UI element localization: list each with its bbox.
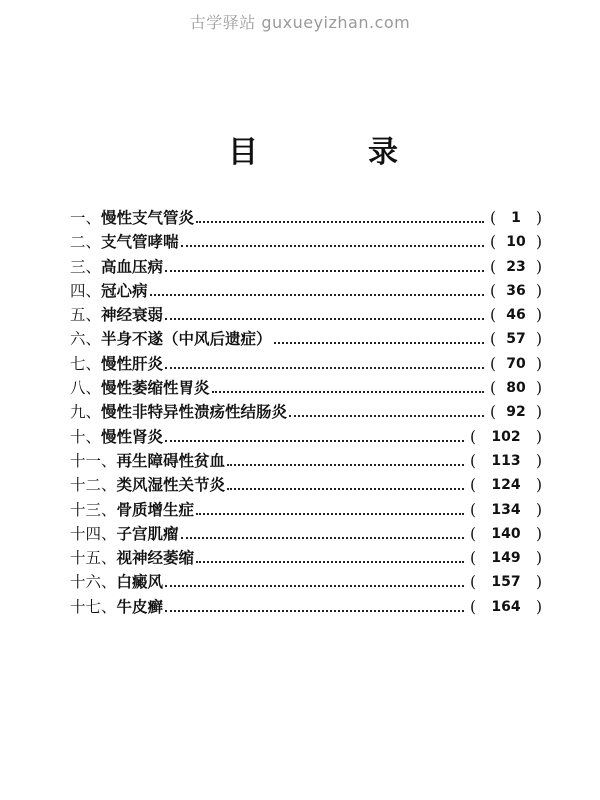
toc-page-number: 23 bbox=[506, 258, 526, 275]
toc-entry-number: 八、 bbox=[70, 379, 102, 398]
toc-entry[interactable] bbox=[70, 376, 542, 400]
toc-dot-leader bbox=[196, 561, 464, 563]
toc-page-number: 102 bbox=[491, 428, 521, 445]
toc-entry[interactable] bbox=[70, 425, 542, 449]
toc-entry-page: ( 102 ) bbox=[470, 425, 542, 449]
toc-entry-number: 十二、 bbox=[70, 476, 117, 495]
toc-entry-number: 九、 bbox=[70, 403, 102, 422]
toc-entry-number: 四、 bbox=[70, 281, 102, 300]
toc-entry-page: ( 124 ) bbox=[470, 473, 542, 497]
page-title-char-1: 目 bbox=[228, 135, 258, 170]
toc-entry-title: 慢性肾炎 bbox=[101, 426, 164, 446]
watermark-text: 古学驿站 guxueyizhan.com bbox=[189, 13, 411, 32]
toc-entry-page: ( 149 ) bbox=[470, 546, 542, 570]
toc-page-number: 92 bbox=[506, 404, 526, 421]
toc-entry[interactable] bbox=[70, 400, 542, 424]
toc-entry-page: ( 1 ) bbox=[490, 206, 542, 230]
toc-entry[interactable] bbox=[70, 352, 542, 376]
toc-entry-title: 高血压病 bbox=[101, 256, 164, 276]
toc-entry-number: 十四、 bbox=[70, 524, 117, 543]
toc-entry-title: 视神经萎缩 bbox=[116, 548, 195, 568]
toc-entry[interactable] bbox=[70, 595, 542, 619]
toc-dot-leader bbox=[196, 513, 464, 515]
toc-page-number: 149 bbox=[491, 550, 521, 567]
page-title bbox=[228, 133, 398, 173]
toc-entry-title: 类风湿性关节炎 bbox=[116, 475, 226, 495]
page-title-char-2: 录 bbox=[368, 135, 398, 170]
toc-page-number: 80 bbox=[506, 380, 526, 397]
toc-dot-leader bbox=[165, 318, 484, 320]
toc-dot-leader bbox=[165, 367, 484, 369]
toc-entry-number: 十三、 bbox=[70, 500, 117, 519]
toc-entry-number: 五、 bbox=[70, 306, 102, 325]
toc-page-number: 70 bbox=[506, 355, 526, 372]
toc-dot-leader bbox=[196, 221, 484, 223]
table-of-contents bbox=[70, 206, 542, 619]
toc-entry[interactable] bbox=[70, 546, 542, 570]
toc-entry-page: ( 157 ) bbox=[470, 570, 542, 594]
toc-entry-page: ( 113 ) bbox=[470, 449, 542, 473]
toc-entry[interactable] bbox=[70, 522, 542, 546]
toc-entry[interactable] bbox=[70, 570, 542, 594]
toc-entry-page: ( 10 ) bbox=[490, 230, 542, 254]
toc-entry[interactable] bbox=[70, 255, 542, 279]
toc-dot-leader bbox=[289, 415, 484, 417]
toc-page-number: 1 bbox=[511, 210, 521, 226]
toc-page-number: 113 bbox=[491, 452, 521, 469]
toc-entry[interactable] bbox=[70, 449, 542, 473]
toc-entry-title: 白癜风 bbox=[116, 572, 164, 592]
toc-dot-leader bbox=[227, 488, 464, 490]
toc-entry-title: 牛皮癣 bbox=[116, 596, 164, 616]
toc-entry-page: ( 57 ) bbox=[490, 327, 542, 351]
toc-dot-leader bbox=[227, 464, 464, 466]
toc-page-number: 46 bbox=[506, 307, 526, 324]
toc-entry-number: 十六、 bbox=[70, 573, 117, 592]
toc-entry[interactable] bbox=[70, 230, 542, 254]
toc-entry-number: 一、 bbox=[70, 209, 102, 227]
toc-dot-leader bbox=[150, 294, 484, 296]
toc-page-number: 157 bbox=[491, 574, 521, 591]
toc-entry-title: 支气管哮喘 bbox=[101, 232, 179, 252]
toc-entry-title: 慢性支气管炎 bbox=[101, 208, 195, 227]
toc-dot-leader bbox=[274, 342, 484, 344]
toc-entry-number: 十七、 bbox=[70, 597, 117, 616]
toc-entry[interactable] bbox=[70, 206, 542, 230]
toc-entry-page: ( 80 ) bbox=[490, 376, 542, 400]
toc-page-number: 57 bbox=[506, 331, 526, 348]
toc-entry[interactable] bbox=[70, 279, 542, 303]
toc-entry[interactable] bbox=[70, 498, 542, 522]
toc-dot-leader bbox=[212, 391, 484, 393]
toc-entry-title: 再生障碍性贫血 bbox=[116, 450, 226, 470]
toc-dot-leader bbox=[165, 610, 464, 612]
toc-entry-page: ( 70 ) bbox=[490, 352, 542, 376]
toc-entry-page: ( 23 ) bbox=[490, 255, 542, 279]
toc-dot-leader bbox=[165, 270, 484, 272]
toc-page-number: 36 bbox=[506, 282, 526, 299]
toc-entry-title: 子宫肌瘤 bbox=[116, 523, 179, 543]
toc-entry-number: 十五、 bbox=[70, 549, 117, 568]
toc-entry-title: 骨质增生症 bbox=[116, 499, 195, 519]
toc-entry[interactable] bbox=[70, 303, 542, 327]
toc-entry-page: ( 134 ) bbox=[470, 498, 542, 522]
toc-entry-title: 神经衰弱 bbox=[101, 305, 164, 325]
toc-page-number: 124 bbox=[491, 477, 521, 494]
toc-entry-title: 慢性肝炎 bbox=[101, 353, 164, 373]
toc-entry-title: 慢性萎缩性胃炎 bbox=[101, 378, 210, 398]
toc-entry-title: 冠心病 bbox=[101, 280, 148, 300]
toc-entry-page: ( 92 ) bbox=[490, 400, 542, 424]
toc-entry-page: ( 140 ) bbox=[470, 522, 542, 546]
toc-entry-title: 半身不遂（中风后遗症） bbox=[101, 329, 272, 349]
toc-entry-number: 六、 bbox=[70, 330, 102, 349]
toc-entry-number: 七、 bbox=[70, 354, 102, 373]
toc-page-number: 10 bbox=[506, 234, 526, 251]
toc-entry-number: 三、 bbox=[70, 257, 102, 276]
toc-page-number: 164 bbox=[491, 598, 521, 615]
toc-entry-page: ( 46 ) bbox=[490, 303, 542, 327]
toc-entry-number: 十、 bbox=[70, 427, 102, 446]
toc-dot-leader bbox=[181, 537, 464, 539]
toc-entry-title: 慢性非特异性溃疡性结肠炎 bbox=[101, 402, 288, 422]
toc-entry-page: ( 36 ) bbox=[490, 279, 542, 303]
toc-dot-leader bbox=[181, 245, 484, 247]
toc-page-number: 134 bbox=[491, 501, 521, 518]
toc-entry-page: ( 164 ) bbox=[470, 595, 542, 619]
toc-entry-number: 十一、 bbox=[70, 451, 117, 470]
toc-entry[interactable] bbox=[70, 327, 542, 351]
toc-dot-leader bbox=[165, 585, 464, 587]
toc-page-number: 140 bbox=[491, 525, 521, 542]
toc-entry-number: 二、 bbox=[70, 233, 102, 252]
toc-dot-leader bbox=[165, 440, 464, 442]
toc-entry[interactable] bbox=[70, 473, 542, 497]
